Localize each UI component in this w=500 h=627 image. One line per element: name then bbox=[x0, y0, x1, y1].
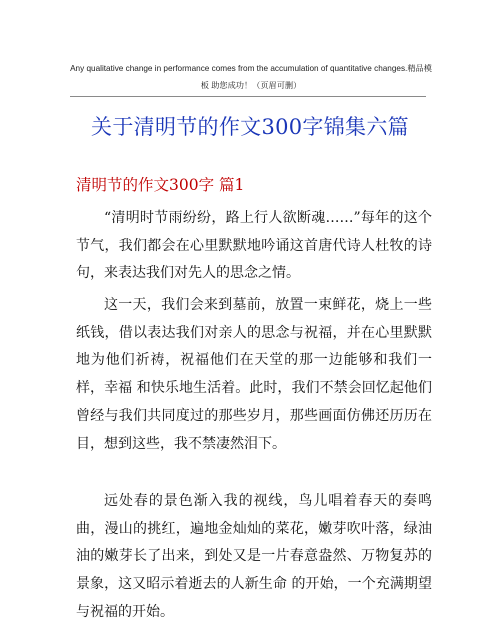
section-heading: 清明节的作文300字 篇1 bbox=[76, 176, 245, 194]
header-divider bbox=[70, 96, 426, 97]
document-title: 关于清明节的作文300字锦集六篇 bbox=[91, 115, 409, 139]
body-paragraph-3: 远处春的景色渐入我的视线，鸟儿唱着春天的奏鸣曲，漫山的挑红，遍地金灿灿的菜花，嫩芽吹叶落，绿油油的嫩芽长了出来，到处又是一片春意盎然、万物复苏的景象，这又昭示着逝去的人新生命 的开始，一个充满期望与祝福的开始。 bbox=[76, 493, 432, 620]
body-paragraph-2: 这一天，我们会来到墓前，放置一束鲜花，烧上一些纸钱，借以表达我们对亲人的思念与祝福，并在心里默默地为他们祈祷，祝福他们在天堂的那一边能够和我们一样，幸福 和快乐地生活着。此时，我们不禁会回忆起他们曾经与我们共同度过的那些岁月，那些画面仿佛还历历在目，想到这些，我不禁凄然泪下。 bbox=[76, 297, 432, 452]
body-paragraph-1: “清明时节雨纷纷，路上行人欲断魂……”每年的这个节气，我们都会在心里默默地吟诵这首唐代诗人杜牧的诗句，来表达我们对先人的思念之情。 bbox=[76, 210, 432, 282]
page-header-note: Any qualitative change in performance comes from the accumulation of quantitative changes.精品模板 助您成功！（页眉可删） bbox=[70, 64, 432, 90]
